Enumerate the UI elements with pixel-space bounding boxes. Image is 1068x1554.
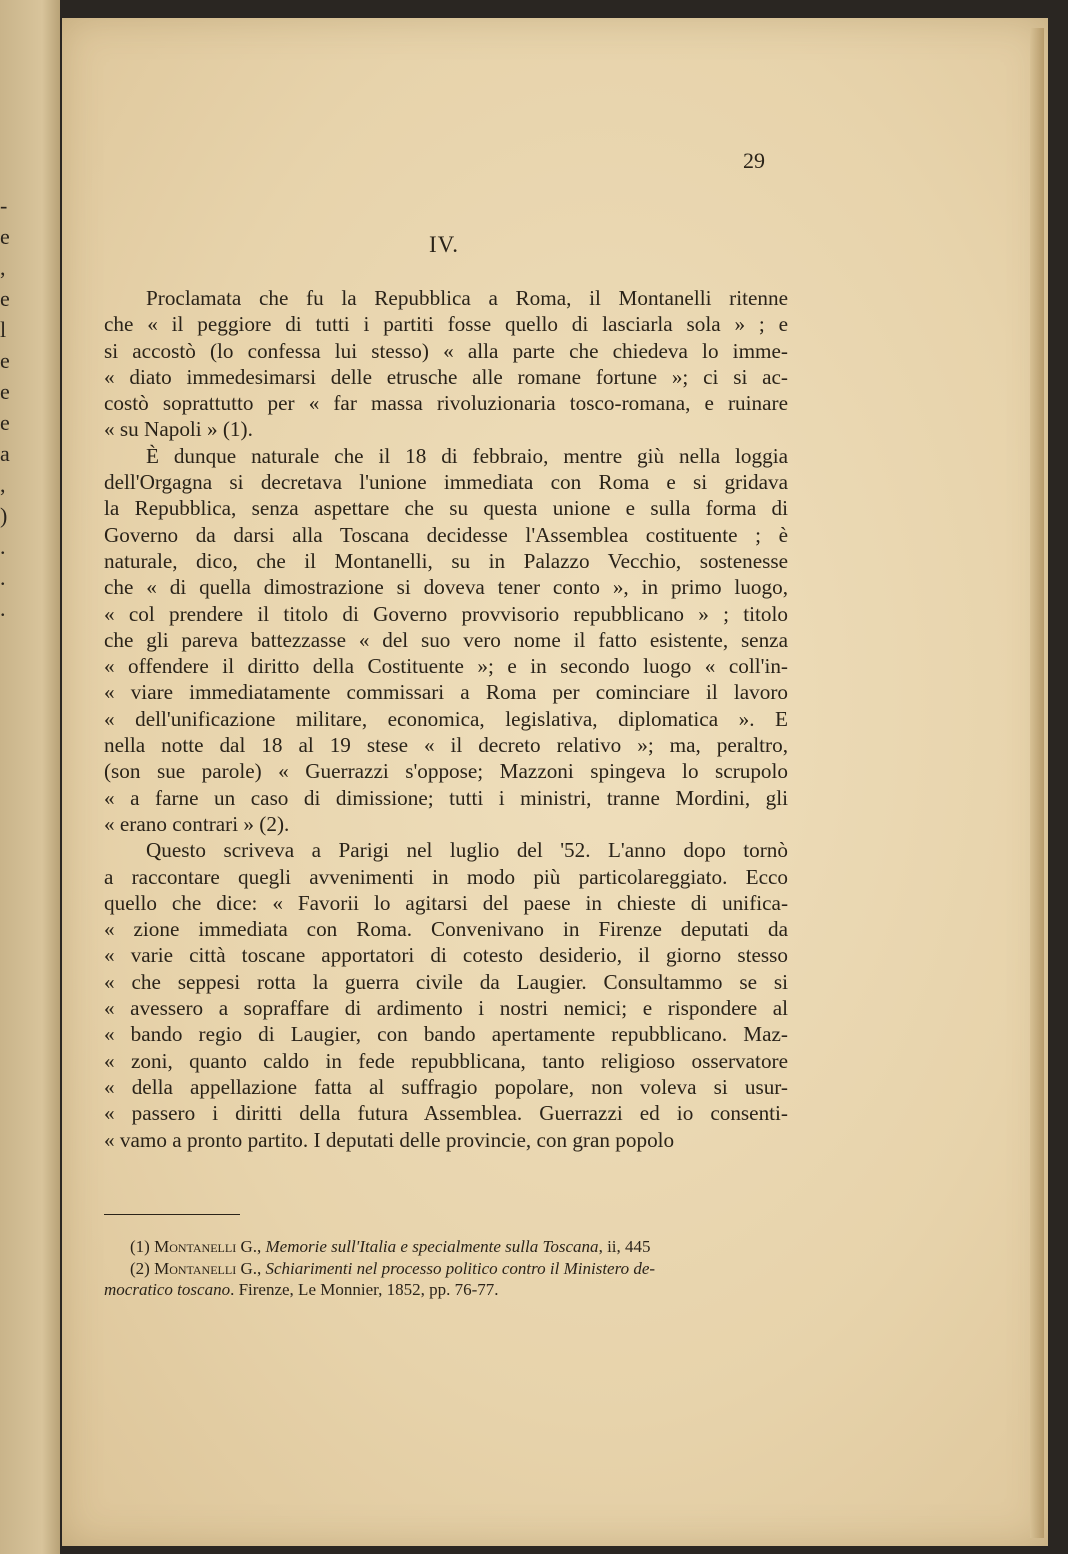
text-line: che gli pareva battezzasse « del suo vero nome il fatto esistente, senza [104,627,788,652]
text-line: che « di quella dimostrazione si doveva tener conto », in primo luogo, [104,575,788,600]
text-line: quello che dice: « Favorii lo agitarsi del paese in chieste di unifica- [104,890,788,915]
edge-letter: e [0,286,10,311]
footnote-2-title-b: mocratico toscano [104,1280,231,1299]
edge-letter: e [0,379,10,404]
facing-page-edge [0,0,60,1554]
footnote-1-title: Memorie sull'Italia e specialmente sulla Toscana [265,1237,599,1256]
footnote-1-marker: (1) [130,1237,150,1256]
text-line: dell'Orgagna si decretava l'unione immediata con Roma e si gridava [104,470,788,495]
text-line: la Repubblica, senza aspettare che su questa unione e sulla forma di [104,496,788,521]
text-line: « varie città toscane apportatori di cotesto desiderio, il giorno stesso [104,943,788,968]
footnote-1 [104,1236,788,1258]
edge-letter: e [0,348,10,373]
text-line: « su Napoli » (1). [104,417,253,442]
facing-page-letters [0,190,14,624]
edge-letter: . [0,596,6,621]
text-line: si accostò (lo confessa lui stesso) « alla parte che chiedeva lo imme- [104,338,788,363]
text-line: costò soprattutto per « far massa rivoluzionaria tosco-romana, e ruinare [104,391,788,416]
edge-letter: e [0,224,10,249]
edge-letter: . [0,565,6,590]
section-heading: IV. [429,232,460,257]
footnote-2 [104,1258,788,1280]
footnote-1-author: Montanelli G., [154,1237,262,1256]
text-line: (son sue parole) « Guerrazzi s'oppose; Mazzoni spingeva lo scrupolo [104,759,788,784]
text-line: Governo da darsi alla Toscana decidesse l'Assemblea costituente ; è [104,522,788,547]
text-line: « viare immediatamente commissari a Roma per cominciare il lavoro [104,680,788,705]
footnote-2-author: Montanelli G., [154,1258,262,1278]
footnote-2-rest: . Firenze, Le Monnier, 1852, pp. 76-77. [230,1280,499,1299]
footnote-2-marker: (2) [130,1258,150,1278]
body-text [104,285,788,1153]
text-line: Questo scriveva a Parigi nel luglio del '52. L'anno dopo tornò [146,838,788,863]
footnotes [104,1236,788,1301]
footnote-2-cont [104,1279,788,1301]
text-line: « col prendere il titolo di Governo provvisorio repubblicano » ; titolo [104,601,788,626]
text-line: « diato immedesimarsi delle etrusche alle romane fortune »; ci si ac- [104,364,788,389]
text-line: nella notte dal 18 al 19 stese « il decreto relativo »; ma, peraltro, [104,733,788,758]
text-line: « della appellazione fatta al suffragio popolare, non voleva si usur- [104,1074,788,1099]
text-line: Proclamata che fu la Repubblica a Roma, il Montanelli ritenne [146,286,788,310]
edge-letter: , [0,255,6,280]
text-line: « vamo a pronto partito. I deputati delle provincie, con gran popolo [104,1127,675,1152]
page-number: 29 [743,148,765,173]
text-line: « bando regio di Laugier, con bando apertamente repubblicano. Maz- [104,1022,788,1047]
page-fore-edge [1030,28,1044,1538]
footnote-rule [104,1214,240,1215]
text-line: « avessero a sopraffare di ardimento i nostri nemici; e rispondere al [104,996,788,1021]
edge-letter: . [0,534,6,559]
text-line: « zoni, quanto caldo in fede repubblicana, tanto religioso osservatore [104,1048,788,1073]
footnote-2-title-a: Schiarimenti nel processo politico contro il Ministero de- [265,1258,656,1278]
text-line: « passero i diritti della futura Assemblea. Guerrazzi ed io consenti- [104,1101,788,1126]
text-line: « zione immediata con Roma. Convenivano in Firenze deputati da [104,917,788,942]
text-line: naturale, dico, che il Montanelli, su in Palazzo Vecchio, sostenesse [104,548,788,573]
text-line: È dunque naturale che il 18 di febbraio, mentre giù nella loggia [146,443,788,468]
edge-letter: a [0,441,10,466]
footnote-1-rest: , ii, 445 [598,1237,651,1256]
text-line: a raccontare quegli avvenimenti in modo più particolareggiato. Ecco [104,864,788,889]
text-line: « a farne un caso di dimissione; tutti i ministri, tranne Mordini, gli [104,785,788,810]
edge-letter: ) [0,503,8,528]
edge-letter: l [0,317,7,342]
text-line: « dell'unificazione militare, economica, legislativa, diplomatica ». E [104,706,788,731]
edge-letter: , [0,472,6,497]
edge-letter: - [0,193,8,218]
edge-letter: e [0,410,10,435]
text-line: « erano contrari » (2). [104,811,290,836]
text-line: « che seppesi rotta la guerra civile da Laugier. Consultammo se si [104,969,788,994]
text-line: che « il peggiore di tutti i partiti fosse quello di lasciarla sola » ; e [104,312,788,337]
text-line: « offendere il diritto della Costituente »; e in secondo luogo « coll'in- [104,654,788,679]
